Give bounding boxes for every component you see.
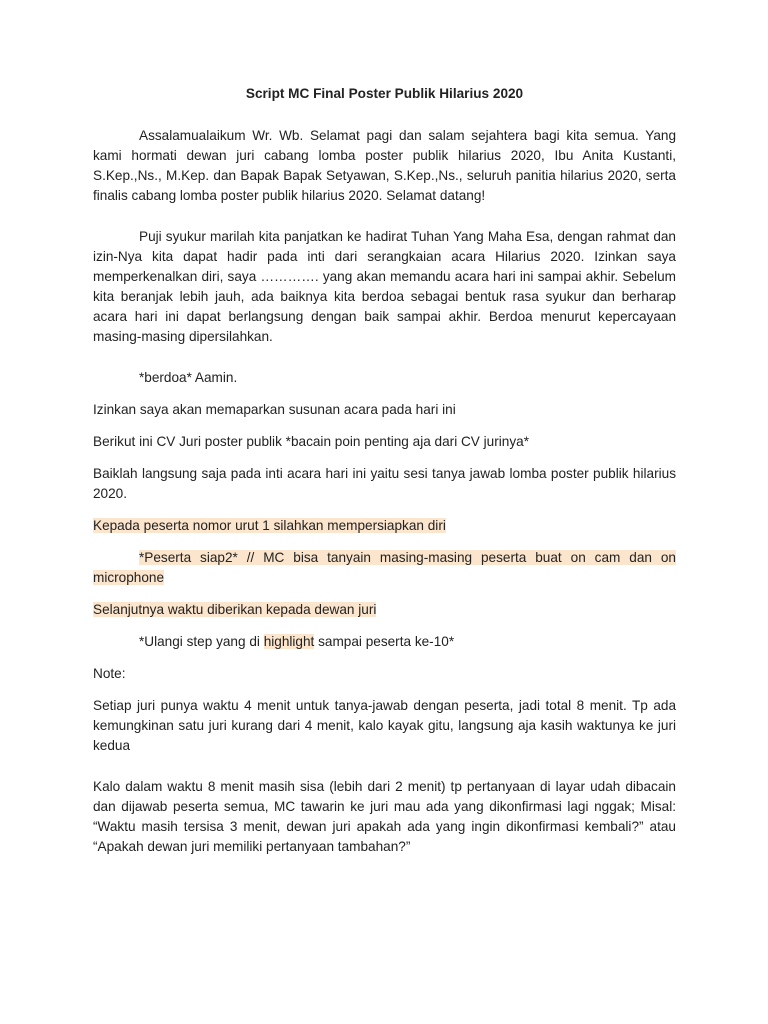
highlighted-text: Kepada peserta nomor urut 1 silahkan mempersiapkan diri: [93, 518, 446, 533]
paragraph-ulangi-step: [93, 632, 676, 652]
highlight-word: highlight: [263, 634, 315, 649]
note-label: Note:: [93, 666, 126, 681]
paragraph-cv-juri: Berikut ini CV Juri poster publik *bacain poin penting aja dari CV jurinya*: [93, 434, 529, 449]
paragraph-peserta-1: [93, 516, 676, 536]
ulangi-text-before: *Ulangi step yang di: [139, 634, 264, 649]
paragraph-dewan-juri: [93, 600, 676, 620]
paragraph-opening-prayer: Puji syukur marilah kita panjatkan ke hadirat Tuhan Yang Maha Esa, dengan rahmat dan izin-Nya kita dapat hadir pada inti dari serangkaian acara Hilarius 2020. Izinkan saya memperkenalkan diri, saya …………. yang akan memandu acara hari ini sampai akhir. Sebelum kita beranjak lebih jauh, ada baiknya kita berdoa sebagai bentuk rasa syukur dan berharap acara hari ini dapat berlangsung dengan baik sampai akhir. Berdoa menurut kepercayaan masing-masing dipersilahkan.: [93, 229, 676, 344]
ulangi-text-after: sampai peserta ke-10*: [314, 634, 455, 649]
paragraph-greeting: Assalamualaikum Wr. Wb. Selamat pagi dan salam sejahtera bagi kita semua. Yang kami hormati dewan juri cabang lomba poster publik hilarius 2020, Ibu Anita Kustanti, S.Kep.,Ns., M.Kep. dan Bapak Bapak Setyawan, S.Kep.,Ns., seluruh panitia hilarius 2020, serta finalis cabang lomba poster publik hilarius 2020. Selamat datang!: [93, 128, 676, 203]
highlighted-text: Selanjutnya waktu diberikan kepada dewan juri: [93, 602, 377, 617]
paragraph-berdoa: *berdoa* Aamin.: [139, 370, 238, 385]
highlighted-text: *Peserta siap2* // MC bisa tanyain masing-masing peserta buat on cam dan on microphone: [93, 550, 676, 585]
note-paragraph-remaining-time: Kalo dalam waktu 8 menit masih sisa (lebih dari 2 menit) tp pertanyaan di layar udah dibacain dan dijawab peserta semua, MC tawarin ke juri mau ada yang dikonfirmasi lagi nggak; Misal: “Waktu masih tersisa 3 menit, dewan juri apakah ada yang ingin dikonfirmasi kembali?” atau “Apakah dewan juri memiliki pertanyaan tambahan?”: [93, 779, 676, 854]
document-title: Script MC Final Poster Publik Hilarius 2020: [245, 86, 524, 101]
paragraph-inti-acara: Baiklah langsung saja pada inti acara hari ini yaitu sesi tanya jawab lomba poster publik hilarius 2020.: [93, 466, 676, 501]
paragraph-susunan-acara: Izinkan saya akan memaparkan susunan acara pada hari ini: [93, 402, 456, 417]
paragraph-peserta-siap: [93, 548, 676, 588]
note-paragraph-time: Setiap juri punya waktu 4 menit untuk tanya-jawab dengan peserta, jadi total 8 menit. Tp ada kemungkinan satu juri kurang dari 4 menit, kalo kayak gitu, langsung aja kasih waktunya ke juri kedua: [93, 698, 676, 753]
